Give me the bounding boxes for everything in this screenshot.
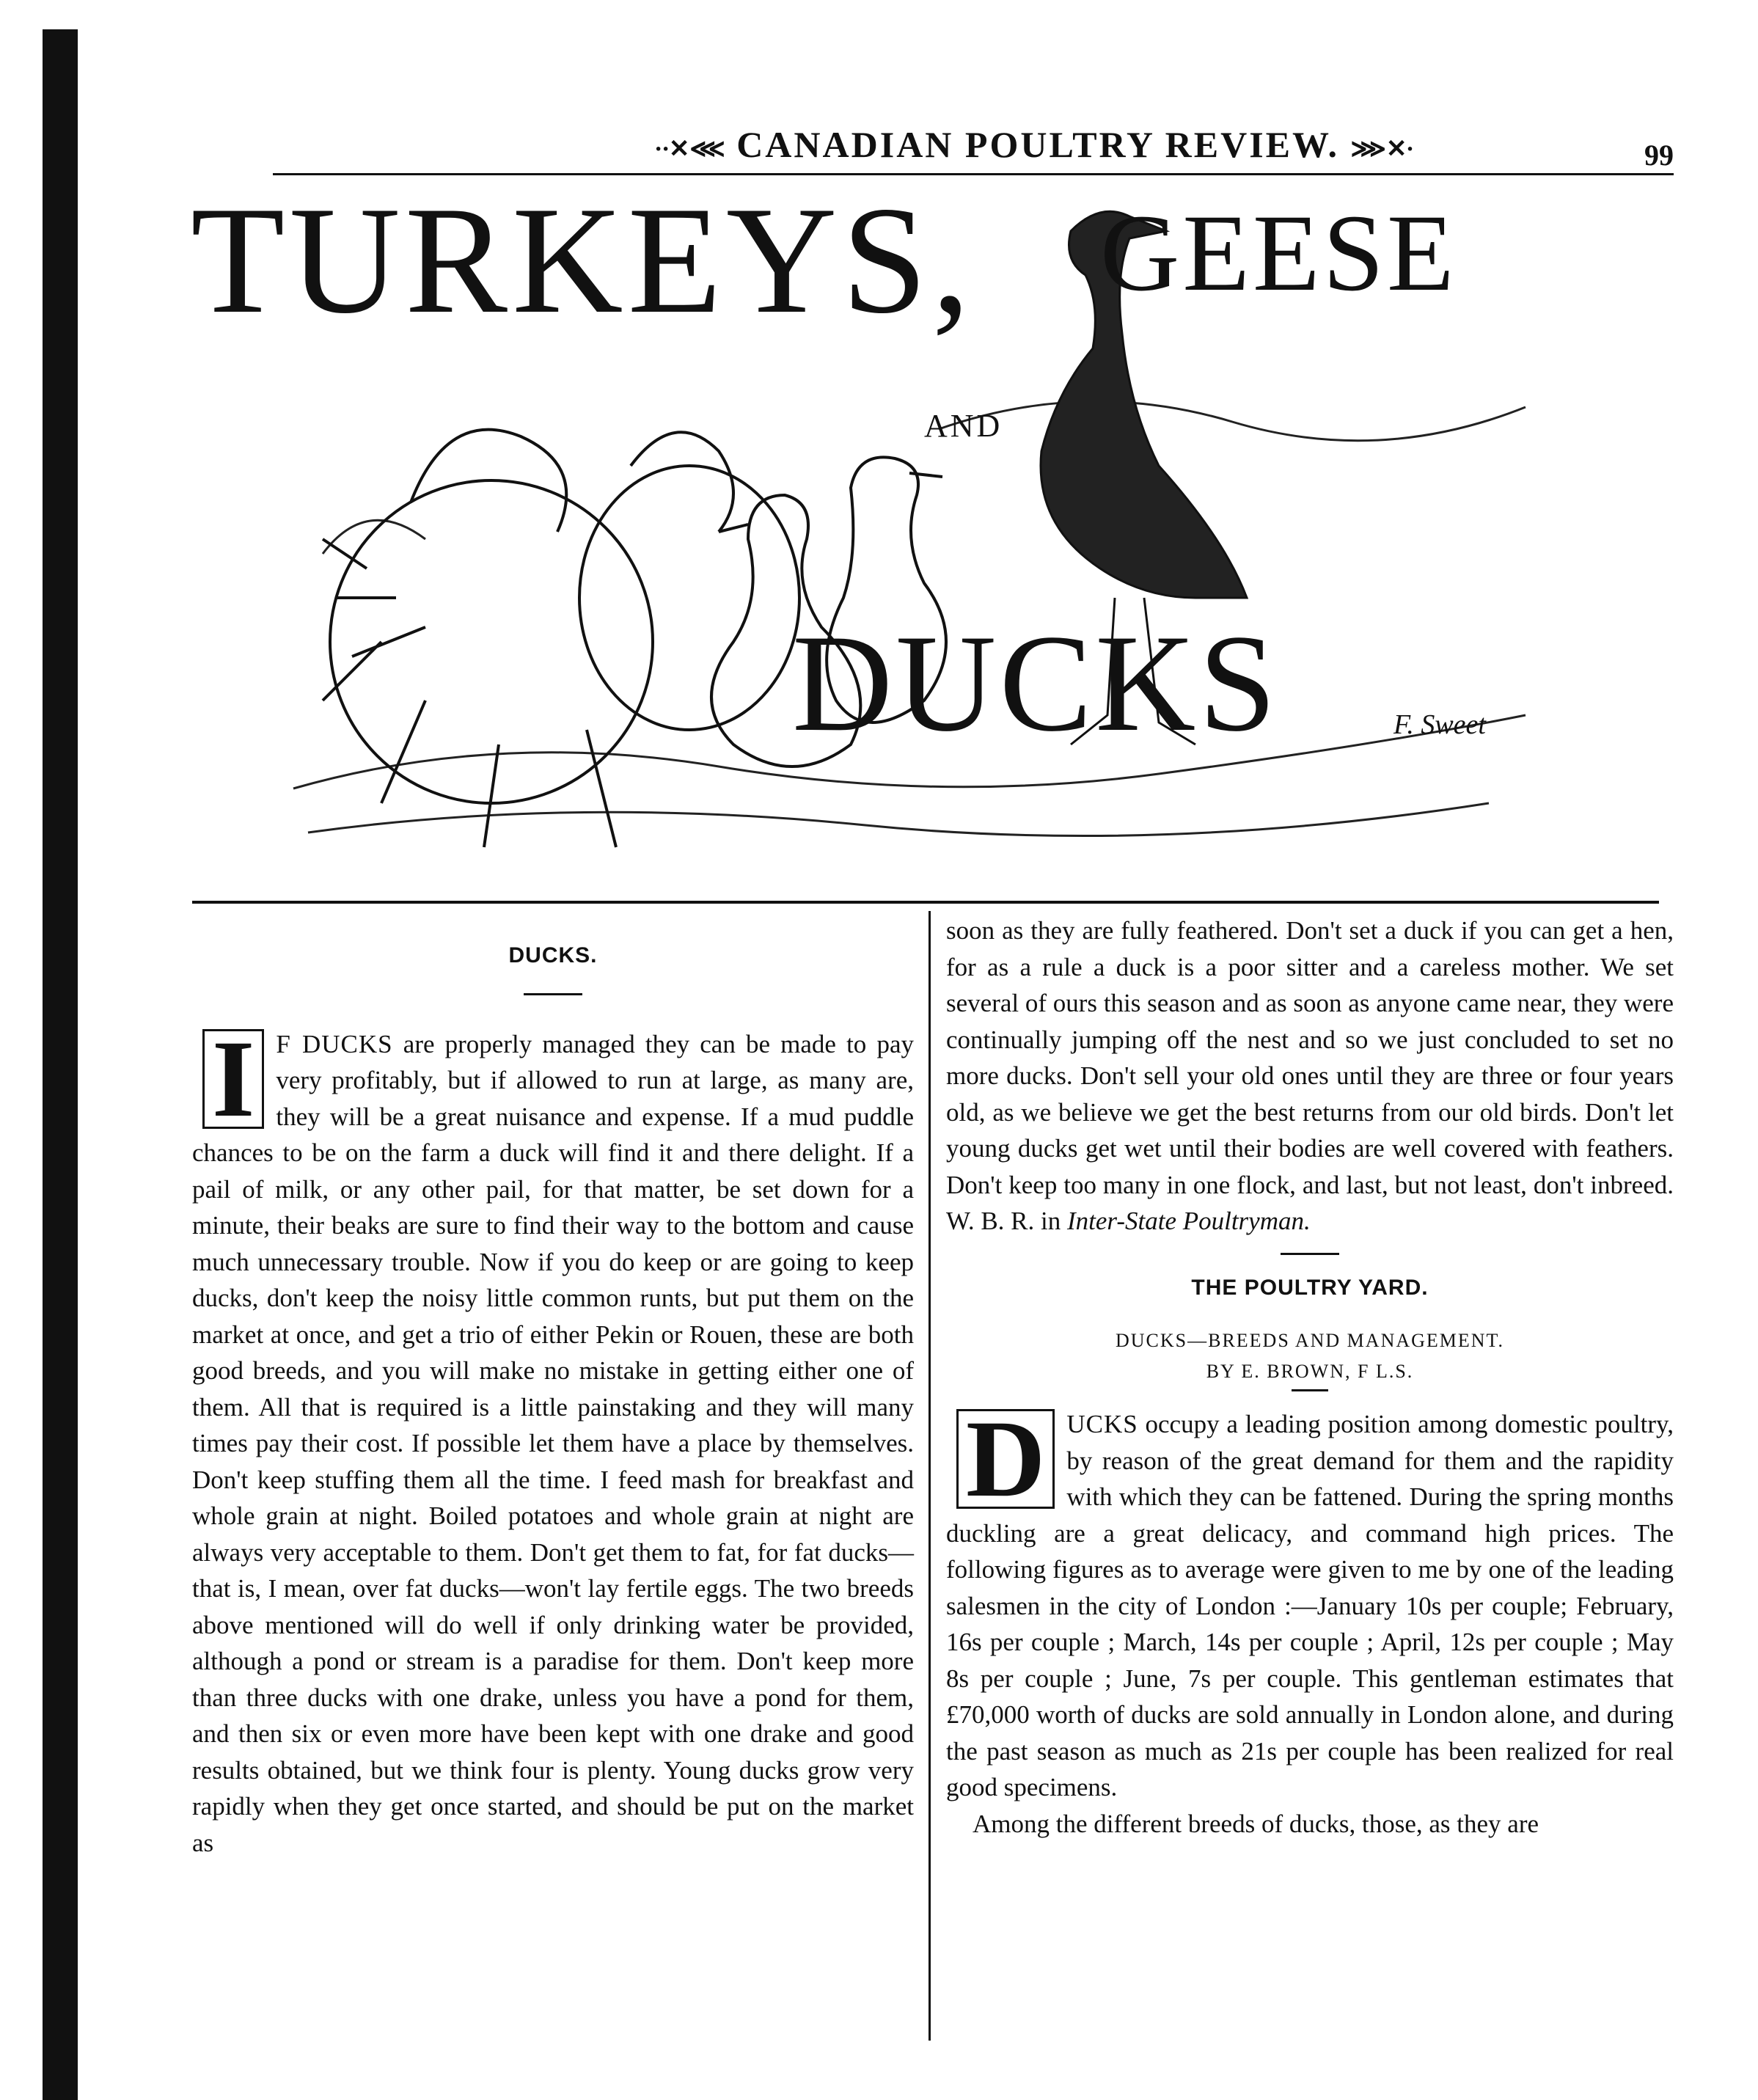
section-dash: [1281, 1253, 1339, 1255]
section-text: occupy a leading position among domestic poultry, by reason of the great demand for them and the rapidity with which they can be fattened. During the spring months duckling are a great delicacy, and command high prices. The following figures as to average were given to me by one of the leading salesmen in the city of London :—January 10s per couple; February, 16s per couple ; March, 14s per couple ; April, 12s per couple ; May 8s per couple ; June, 7s per couple. This gentleman estimates that £70,000 worth of ducks are sold annually in London alone, and during the past season as much as 21s per couple has been realized for real good specimens.: [946, 1410, 1674, 1801]
drop-cap-d: D: [956, 1409, 1055, 1509]
section-body: [946, 1398, 1674, 1806]
section-subtitle: DUCKS—BREEDS AND MANAGEMENT.: [1115, 1330, 1505, 1351]
banner-word-ducks: DUCKS: [792, 607, 1280, 761]
article-title-ducks: DUCKS.: [508, 943, 598, 967]
attribution: W. B. R. in: [946, 1207, 1061, 1235]
attribution-source: Inter-State Poultryman.: [1067, 1207, 1311, 1235]
article-text: are properly managed they can be made to pay very profitably, but if allowed to run at large, as many are, they will be a great nuisance and expense. If a mud puddle chances to be on the farm a duck will find it and there delight. If a pail of milk, or any other pail, for that matter, be set down for a minute, their beaks are sure to find their way to the bottom and cause much unnecessary trouble. Now if you do keep or are going to keep ducks, don't keep the noisy little common runts, but put them on the market at once, and get a trio of either Pekin or Rouen, these are both good breeds, and you will make no mistake in getting either one of them. All that is required is a little painstaking and they will many times pay their cost. If possible let them have a place by themselves. Don't keep stuffing them all the time. I feed mash for breakfast and whole grain at night. Boiled potatoes and whole grain at night are always very acceptable to them. Don't get them to fat, for fat ducks—that is, I mean, over fat ducks—won't lay fertile eggs. The two breeds above mentioned will do well if only drinking water be provided, although a pond or stream is a paradise for them. Don't keep more than three ducks with one drake, unless you have a pond for them, and then six or even more have been kept with one drake and good results obtained, but we think four is plenty. Young ducks grow very rapidly when they get once started, and should be put on the market as: [192, 1029, 914, 1857]
column-divider: [929, 911, 931, 2041]
masthead: [654, 123, 1413, 166]
turkey-drawing: [323, 430, 799, 847]
continued-text: soon as they are fully feathered. Don't set a duck if you can get a hen, for as a rule a duck is a poor sitter and a careless mother. We set several of ours this season and as soon as anyone came near, they were continually jumping off the nest and so we just concluded to set no more ducks. Don't sell your old ones until they are three or four years old, as we believe we get the best returns from our old birds. Don't let young ducks get wet until their bodies are well covered with feathers. Don't keep too many in one flock, and last, but not least, don't inbreed. W. B. R. in Inter-State Poultryman.: [946, 916, 1674, 1235]
lead-word-ucks: UCKS: [1066, 1410, 1138, 1438]
masthead-ornament-left: ·∙✕⋘: [654, 136, 725, 163]
page-number: 99: [1644, 139, 1674, 172]
banner-word-and: AND: [924, 408, 1003, 444]
lead-words: F DUCKS: [276, 1029, 393, 1058]
left-column: [192, 926, 914, 1861]
byline-dash: [1292, 1389, 1328, 1391]
title-dash: [524, 993, 582, 995]
banner-word-geese: GEESE: [1100, 192, 1457, 314]
masthead-title: CANADIAN POULTRY REVIEW.: [736, 124, 1339, 165]
banner-illustration: [191, 175, 1562, 888]
byline: BY E. BROWN, F L.S.: [1206, 1361, 1414, 1382]
banner-word-turkeys: TURKEYS,: [191, 175, 975, 345]
drop-cap-i: I: [202, 1029, 264, 1129]
section-text-continued: Among the different breeds of ducks, those, as they are: [973, 1809, 1539, 1838]
page-header: [273, 119, 1674, 172]
scan-edge-bar: [43, 29, 78, 2100]
banner-rule: [192, 901, 1659, 904]
banner-lettering: [191, 175, 1487, 761]
right-column: [946, 912, 1674, 1842]
article-body: [192, 1017, 914, 1862]
artist-signature: F. Sweet: [1393, 709, 1486, 740]
masthead-ornament-right: ⋙✕∙: [1350, 136, 1413, 163]
section-title-poultry-yard: THE POULTRY YARD.: [1191, 1275, 1429, 1300]
